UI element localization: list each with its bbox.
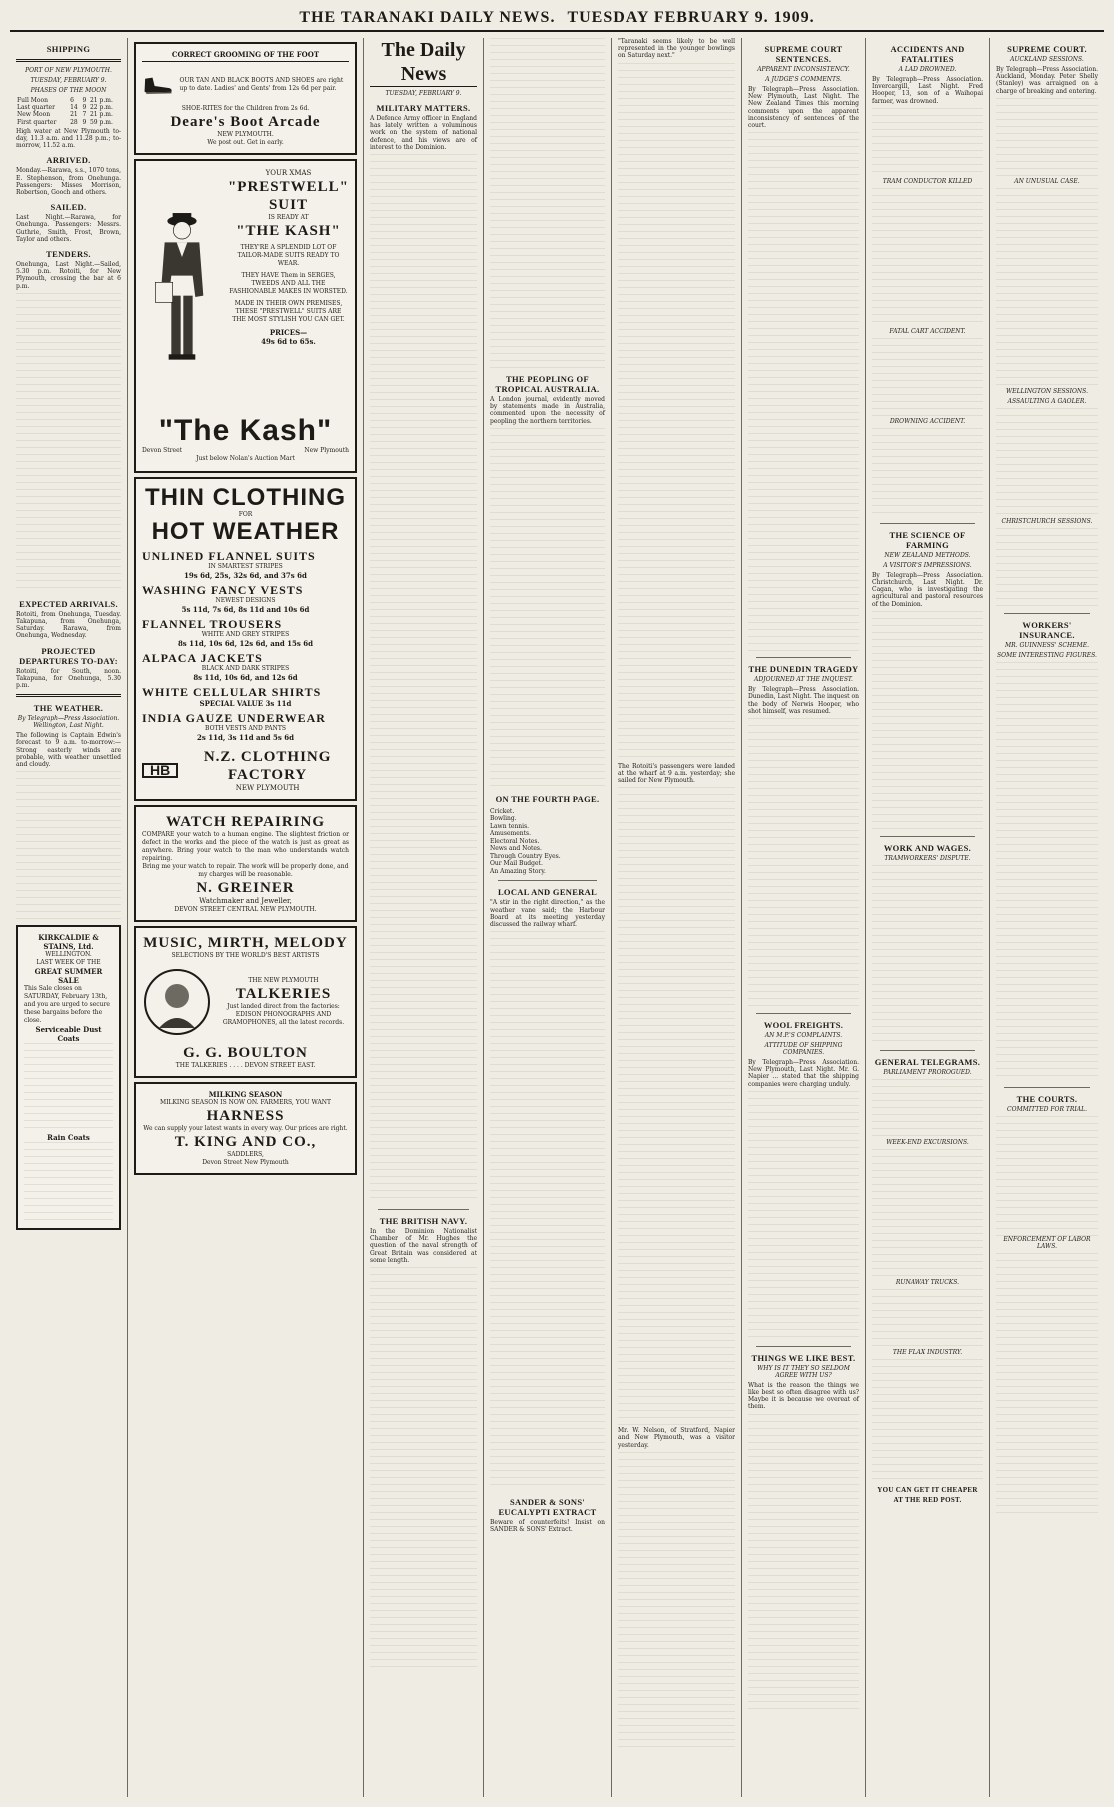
moon-heading: PHASES OF THE MOON <box>30 87 107 94</box>
king-address: Devon Street New Plymouth <box>202 1159 289 1166</box>
kash-quote: "THE KASH" <box>236 223 341 239</box>
clothing-item-desc: BOTH VESTS AND PANTS <box>205 725 286 732</box>
moon-phase-cell: 21 p.m. <box>89 97 113 104</box>
column-body-text <box>872 1149 983 1279</box>
greiner-address: DEVON STREET CENTRAL NEW PLYMOUTH. <box>174 906 317 913</box>
shipping-heading: SHIPPING <box>46 44 91 54</box>
assault-heading: ASSAULTING A GAOLER. <box>1007 397 1087 405</box>
tropical-heading: THE PEOPLING OF TROPICAL AUSTRALIA. <box>495 374 600 394</box>
kash-fabrics: THEY HAVE Them in SERGES, TWEEDS AND ALL THE FASHIONABLE MAKES IN WORSTED. <box>229 272 348 295</box>
moon-phase-row <box>16 104 121 111</box>
deare-tag: We post out. Get in early. <box>207 139 284 146</box>
sentences-text: By Telegraph—Press Association. New Plymouth, Last Night. The New Zealand Times this morning comments upon the apparent inconsistency of sentences of the court. <box>748 86 859 130</box>
fourth-page-item: Electoral Notes. <box>490 837 540 845</box>
fourth-page-list <box>490 808 605 876</box>
clothing-item <box>142 685 349 708</box>
expected-heading: EXPECTED ARRIVALS. <box>19 598 118 609</box>
clothing-item-price: 19s 6d, 25s, 32s 6d, and 37s 6d <box>184 571 307 580</box>
column-accidents <box>866 38 990 1797</box>
boot-ad <box>134 42 357 155</box>
moon-phase-cell: 9 <box>82 104 87 112</box>
navy-text: In the Dominion Nationalist Chamber of Mr. Hughes the question of the naval strength of Great Britain was considered at some length. <box>370 1228 477 1264</box>
column-body-text <box>370 154 477 1204</box>
column-body-text <box>872 611 983 831</box>
workers-heading: WORKERS' INSURANCE. <box>1019 619 1075 640</box>
fourth-page-item: News and Notes. <box>490 845 542 853</box>
wellington-heading: WELLINGTON SESSIONS. <box>1006 387 1088 395</box>
music-heading: MUSIC, MIRTH, MELODY <box>143 935 348 951</box>
high-water-text: High water at New Plymouth to-day, 11.3 a.m. and 11.28 p.m.; to-morrow, 11.52 a.m. <box>16 127 121 150</box>
harness-text: We can supply your latest wants in every way. Our prices are right. <box>143 1125 348 1132</box>
moon-phase-cell: 14 <box>70 104 78 112</box>
kash-prices-label: PRICES— <box>269 328 308 337</box>
things-text: What is the reason the things we like best so often disagree with us? Maybe it is because we overeat of them. <box>748 1381 859 1411</box>
edison-portrait <box>142 962 212 1042</box>
port-date: TUESDAY, FEBRUARY 9. <box>30 77 107 84</box>
kirk-last: LAST WEEK OF THE <box>36 959 101 967</box>
deare-city: NEW PLYMOUTH. <box>217 131 274 138</box>
work-heading: WORK AND WAGES. <box>883 842 972 853</box>
column-body-text <box>490 428 605 788</box>
fourth-page-item: Amusements. <box>490 830 532 838</box>
nz-factory-city: NEW PLYMOUTH <box>235 784 300 792</box>
things-sub: WHY IS IT THEY SO SELDOM AGREE WITH US? <box>757 1364 850 1379</box>
moon-phase-row <box>16 97 121 104</box>
clothing-item <box>142 651 349 682</box>
column-body-text <box>490 931 605 1491</box>
sander-text: Beware of counterfeits! Insist on SANDER & SONS' Extract. <box>490 1519 605 1534</box>
moon-phase-cell: 7 <box>82 111 87 119</box>
runaway-heading: RUNAWAY TRUCKS. <box>895 1278 960 1286</box>
kirk-sale: GREAT SUMMER SALE <box>34 967 103 986</box>
kash-price-range: 49s 6d to 65s. <box>261 337 316 346</box>
hb-logo: HB <box>142 763 178 778</box>
column-body-text <box>996 1116 1098 1236</box>
column-body-text <box>872 428 983 518</box>
military-text: A Defence Army officer in England has lately written a voluminous work on the system of national defence, and his views are of interest to the Dominion. <box>370 115 477 151</box>
sander-heading: SANDER & SONS' EUCALYPTI EXTRACT <box>498 1497 597 1518</box>
kash-town: New Plymouth <box>304 447 349 454</box>
local-text: "A stir in the right direction," as the weather vane said; the Harbour Board at its meeting yesterday discussed the railway wharf. <box>490 899 605 928</box>
clothing-item-desc: IN SMARTEST STRIPES <box>208 563 283 570</box>
shoe-icon <box>142 65 174 105</box>
boot-sub: SHOE-RITES for the Children from 2s 6d. <box>181 105 310 112</box>
wool-text: By Telegraph—Press Association. New Plymouth, Last Night. Mr. G. Napier ... stated that the shipping companies were charging unduly. <box>748 1059 859 1088</box>
fourth-page-item: An Amazing Story. <box>490 867 546 875</box>
editorial-title: The Daily News <box>370 38 477 87</box>
column-body-text <box>872 1289 983 1349</box>
clothing-item-desc: WHITE AND GREY STRIPES <box>201 631 290 638</box>
clothing-item-desc: BLACK AND DARK STRIPES <box>201 665 290 672</box>
wool-heading: WOOL FREIGHTS. <box>763 1020 844 1031</box>
column-body-text <box>872 1359 983 1479</box>
column-body-text <box>618 1452 735 1752</box>
clothing-item <box>142 617 349 648</box>
fourth-page-item: Cricket. <box>490 807 515 815</box>
projected-text: Rotoiti, for South, noon. Takapuna, for Onehunga, 5.30 p.m. <box>16 667 121 690</box>
column-body-text <box>872 338 983 418</box>
column-body-text <box>748 1091 859 1341</box>
kash-xmas: YOUR XMAS <box>265 169 312 177</box>
column-local <box>612 38 742 1797</box>
clothing-item-name: UNLINED FLANNEL SUITS <box>142 549 316 563</box>
clothing-item-price: 2s 11d, 3s 11d and 5s 6d <box>196 733 295 742</box>
moon-phase-cell: First quarter <box>17 118 57 126</box>
dunedin-sub: ADJOURNED AT THE INQUEST. <box>754 676 853 684</box>
watch-text: COMPARE your watch to a human engine. The slightest friction or defect in the works and the piece of the watch is just as great as anywhere. Bring your watch to the man who understands watch repairing. <box>142 831 349 862</box>
moon-phase-row <box>16 111 121 118</box>
column-body-text <box>996 662 1098 1082</box>
sentences-heading: SUPREME COURT SENTENCES. <box>764 44 843 64</box>
dunedin-heading: THE DUNEDIN TRAGEDY <box>748 664 859 675</box>
kash-ready: IS READY AT <box>268 214 309 221</box>
greiner-name: N. GREINER <box>196 880 295 896</box>
general-heading: GENERAL TELEGRAMS. <box>874 1056 981 1067</box>
clothing-item-name: WHITE CELLULAR SHIRTS <box>142 685 322 699</box>
fourth-page-item: Our Mail Budget. <box>490 860 543 868</box>
talkeries-text: Just landed direct from the factories: EDISON PHONOGRAPHS AND GRAMOPHONES, all the latest records. <box>222 1003 345 1026</box>
column-body-text <box>996 408 1098 518</box>
drowning-heading: DROWNING ACCIDENT. <box>889 417 966 425</box>
kirkcaldie-ad <box>16 925 121 1230</box>
christchurch-heading: CHRISTCHURCH SESSIONS. <box>1001 517 1093 525</box>
column-ads <box>128 38 364 1797</box>
expected-text: Rotoiti, from Onehunga, Tuesday. Takapuna, from Onehunga, Saturday. Rarawa, from Onehunga, Wednesday. <box>16 610 121 640</box>
labor-heading: ENFORCEMENT OF LABOR LAWS. <box>1003 1235 1091 1250</box>
tropical-text: A London journal, evidently moved by statements made in Australia, commented upon the necessity of peopling the northern territories. <box>490 396 605 425</box>
harness-ad <box>134 1082 357 1175</box>
science-sub: NEW ZEALAND METHODS. <box>884 551 971 559</box>
moon-phase-cell: Full Moon <box>17 97 49 104</box>
clothing-item-name: FLANNEL TROUSERS <box>142 617 283 631</box>
kash-logo: "The Kash" <box>158 414 333 447</box>
port-heading: PORT OF NEW PLYMOUTH. <box>25 67 112 74</box>
moon-phase-cell: New Moon <box>17 111 51 119</box>
kirk-text: This Sale closes on SATURDAY, February 13th, and you are urged to secure these bargains before the close. <box>24 985 110 1025</box>
column-body-text <box>872 108 983 178</box>
kirk-dust: Serviceable Dust Coats <box>35 1025 102 1044</box>
science-text: By Telegraph—Press Association. Christchurch, Last Night. Dr. Cagan, who is investigating the agricultural and pastoral resources of the Dominion. <box>872 571 983 608</box>
kirk-title: KIRKCALDIE & STAINS, Ltd. <box>38 933 99 952</box>
editorial-date: TUESDAY, FEBRUARY 9. <box>385 90 462 97</box>
fourth-page-item: Bowling. <box>490 815 517 823</box>
deare-name: Deare's Boot Arcade <box>170 114 321 130</box>
science-sub2: A VISITOR'S IMPRESSIONS. <box>883 561 972 569</box>
clothing-factory-ad <box>134 477 357 801</box>
sailed-heading: SAILED. <box>50 202 87 213</box>
fatal-heading: FATAL CART ACCIDENT. <box>889 327 966 335</box>
flax-heading: THE FLAX INDUSTRY. <box>892 1348 963 1356</box>
workers-sub: MR. GUINNESS' SCHEME. <box>1005 641 1089 649</box>
column-editorial <box>364 38 484 1797</box>
kash-location: Just below Nolan's Auction Mart <box>196 455 295 462</box>
thin-clothing-heading: THIN CLOTHING <box>145 484 346 511</box>
local-para-2: The Rotoiti's passengers were landed at the wharf at 9 a.m. yesterday; she sailed for New Plymouth. <box>618 762 735 785</box>
navy-heading: THE BRITISH NAVY. <box>379 1216 468 1227</box>
suited-man-illustration <box>142 169 222 409</box>
unusual-heading: AN UNUSUAL CASE. <box>1014 177 1080 185</box>
clothing-item-price: 5s 11d, 7s 6d, 8s 11d and 10s 6d <box>181 605 310 614</box>
sentences-sub2: A JUDGE'S COMMENTS. <box>765 76 842 83</box>
arrived-heading: ARRIVED. <box>46 155 91 166</box>
milking-text: MILKING SEASON IS NOW ON. FARMERS, YOU WANT <box>159 1099 332 1106</box>
hot-weather-heading: HOT WEATHER <box>151 518 340 545</box>
fourth-page-item: Lawn tennis. <box>490 822 530 830</box>
watch-heading: WATCH REPAIRING <box>165 814 326 830</box>
weather-heading: THE WEATHER. <box>33 703 104 714</box>
work-sub: TRAMWORKERS' DISPUTE. <box>884 854 971 862</box>
for-label: FOR <box>238 511 253 518</box>
talkeries-name: TALKERIES <box>235 986 332 1002</box>
watch-bring: Bring me your watch to repair. The work will be properly done, and my charges will be reasonable. <box>142 863 349 878</box>
column-supreme-court <box>990 38 1104 1797</box>
clothing-item <box>142 711 349 742</box>
clothing-item-name: INDIA GAUZE UNDERWEAR <box>142 711 326 725</box>
column-body-text <box>490 38 605 368</box>
accidents-text: By Telegraph—Press Association. Invercargill, Last Night. Fred Hooper, 13, son of a Waihopai farmer, was drowned. <box>872 76 983 105</box>
kirk-list <box>24 1043 113 1133</box>
column-body-text <box>16 293 121 593</box>
kash-prestwell: "PRESTWELL" <box>227 179 349 195</box>
column-court <box>742 38 866 1797</box>
king-name: T. KING AND CO., <box>174 1134 317 1150</box>
clothing-item <box>142 583 349 614</box>
kirk-list <box>24 1142 113 1222</box>
talkeries-prefix: THE NEW PLYMOUTH <box>248 977 319 984</box>
harness-heading: HARNESS <box>206 1108 285 1124</box>
workers-sub2: SOME INTERESTING FIGURES. <box>997 651 1097 659</box>
moon-phase-cell: 9 <box>82 97 87 104</box>
tenders-text: Onehunga, Last Night.—Sailed, 5.30 p.m. Rotoiti, for New Plymouth, crossing the bar at 6 p.m. <box>16 261 121 290</box>
clothing-item-price: 8s 11d, 10s 6d, and 12s 6d <box>193 673 298 682</box>
courts-heading: THE COURTS. <box>1016 1093 1078 1104</box>
kash-made: MADE IN THEIR OWN PREMISES, THESE "PRESTWELL" SUITS ARE THE MOST STYLISH YOU CAN GET. <box>232 300 345 323</box>
weekend-heading: WEEK-END EXCURSIONS. <box>886 1138 969 1146</box>
clothing-item-name: ALPACA JACKETS <box>142 651 263 665</box>
local-heading: LOCAL AND GENERAL <box>497 887 598 898</box>
boulton-address: THE TALKERIES . . . . DEVON STREET EAST. <box>175 1062 316 1069</box>
accidents-sub: A LAD DROWNED. <box>898 66 957 73</box>
auckland-text: By Telegraph—Press Association. Auckland, Monday. Peter Shelly (Stanley) was arraigned on a charge of breaking and entering. <box>996 66 1098 95</box>
sailed-text: Last Night.—Rarawa, for Onehunga. Passengers: Messrs. Guthrie, Smith, Frost, Brown, Taylor and others. <box>16 214 121 243</box>
kash-street: Devon Street <box>142 447 183 454</box>
watch-repair-ad <box>134 805 357 922</box>
column-news <box>484 38 612 1797</box>
masthead <box>10 6 1104 32</box>
things-heading: THINGS WE LIKE BEST. <box>751 1352 856 1363</box>
kirk-rain: Rain Coats <box>47 1133 90 1143</box>
column-body-text <box>872 188 983 328</box>
wool-sub: AN M.P.'S COMPLAINTS. <box>764 1032 843 1040</box>
clothing-item-name: WASHING FANCY VESTS <box>142 583 304 597</box>
local-para-1: "Taranaki seems likely to be well represented in the younger bowlings on Saturday next." <box>618 38 735 60</box>
king-trade: SADDLERS, <box>227 1151 264 1158</box>
clothing-item <box>142 549 349 580</box>
column-body-text <box>618 787 735 1427</box>
column-body-text <box>872 1079 983 1139</box>
science-heading: THE SCIENCE OF FARMING <box>889 529 966 550</box>
moon-phase-cell: 9 <box>82 118 87 126</box>
moon-phase-cell: 28 <box>70 118 78 126</box>
kash-ad <box>134 159 357 473</box>
projected-heading: PROJECTED DEPARTURES TO-DAY: <box>19 645 118 666</box>
dunedin-text: By Telegraph—Press Association. Dunedin, Last Night. The inquest on the body of Nerwis Hooper, who shot himself, was resumed. <box>748 686 859 715</box>
kash-desc: THEY'RE A SPLENDID LOT OF TAILOR-MADE SUITS READY TO WEAR. <box>237 244 340 267</box>
column-body-text <box>618 63 735 763</box>
committed-heading: COMMITTED FOR TRIAL. <box>1006 1105 1087 1113</box>
kirk-city: WELLINGTON. <box>45 951 92 959</box>
column-body-text <box>996 188 1098 388</box>
kash-suit: SUIT <box>268 197 308 213</box>
clothing-item-price: 8s 11d, 10s 6d, 12s 6d, and 15s 6d <box>177 639 314 648</box>
moon-table <box>16 97 121 126</box>
arrived-text: Monday.—Rarawa, s.s., 1070 tons, E. Stephenson, from Onehunga. Passengers: Misses Morrison, Robertson, Gooch and others. <box>16 167 121 197</box>
general-sub: PARLIAMENT PROROGUED. <box>883 1068 972 1076</box>
column-body-text <box>748 132 859 652</box>
moon-phase-cell: 22 p.m. <box>89 104 113 112</box>
auckland-heading: AUCKLAND SESSIONS. <box>1010 56 1084 63</box>
nz-factory-name: N.Z. CLOTHING FACTORY <box>203 749 332 783</box>
music-sub: SELECTIONS BY THE WORLD'S BEST ARTISTS <box>171 952 320 959</box>
column-body-text <box>370 1267 477 1667</box>
masthead-date: TUESDAY FEBRUARY 9. 1909. <box>567 9 815 26</box>
fourth-page-item: Through Country Eyes. <box>490 852 561 860</box>
moon-phase-cell: 6 <box>70 97 74 104</box>
greiner-trade: Watchmaker and Jeweller, <box>199 897 292 905</box>
boulton-name: G. G. BOULTON <box>183 1045 308 1061</box>
column-body-text <box>16 771 121 921</box>
tram-heading: TRAM CONDUCTOR KILLED <box>882 177 973 185</box>
masthead-title: THE TARANAKI DAILY NEWS. <box>299 9 556 26</box>
accidents-heading: ACCIDENTS AND FATALITIES <box>890 44 965 64</box>
column-body-text <box>748 1414 859 1714</box>
fourth-page-heading: ON THE FOURTH PAGE. <box>495 793 600 804</box>
milking-heading: MILKING SEASON <box>208 1090 283 1099</box>
clothing-item-desc: NEWEST DESIGNS <box>215 597 276 604</box>
military-heading: MILITARY MATTERS. <box>376 103 471 113</box>
wool-sub2: ATTITUDE OF SHIPPING COMPANIES. <box>764 1042 843 1057</box>
moon-phase-cell: 21 p.m. <box>89 111 113 119</box>
column-body-text <box>996 1253 1098 1513</box>
local-para-3: Mr. W. Nelson, of Stratford, Napier and New Plymouth, was a visitor yesterday. <box>618 1427 735 1449</box>
red-post-ad: YOU CAN GET IT CHEAPER AT THE RED POST. <box>877 1485 978 1504</box>
moon-phase-cell: Last quarter <box>17 104 55 112</box>
column-body-text <box>996 528 1098 608</box>
sentences-sub: APPARENT INCONSISTENCY. <box>757 66 850 73</box>
column-shipping <box>10 38 128 1797</box>
talkeries-ad <box>134 926 357 1078</box>
column-body-text <box>872 865 983 1045</box>
tenders-heading: TENDERS. <box>46 249 91 260</box>
clothing-item-price: SPECIAL VALUE 3s 11d <box>199 699 292 708</box>
weather-dateline: By Telegraph—Press Association. Wellington, Last Night. <box>17 715 120 730</box>
moon-phase-cell: 21 <box>70 111 78 119</box>
column-body-text <box>748 718 859 1008</box>
boot-title: CORRECT GROOMING OF THE FOOT <box>142 50 349 62</box>
boot-text: OUR TAN AND BLACK BOOTS AND SHOES are right up to date. Ladies' and Gents' from 12s 6d per pair. <box>179 77 344 92</box>
weather-text: The following is Captain Edwin's forecast to 9 a.m. to-morrow:—Strong easterly winds are probable, with weather unsettled and cloudy. <box>16 732 121 769</box>
moon-phase-cell: 59 p.m. <box>89 118 113 126</box>
moon-phase-row <box>16 119 121 126</box>
supreme-heading: SUPREME COURT. <box>1007 44 1087 54</box>
column-body-text <box>996 98 1098 178</box>
